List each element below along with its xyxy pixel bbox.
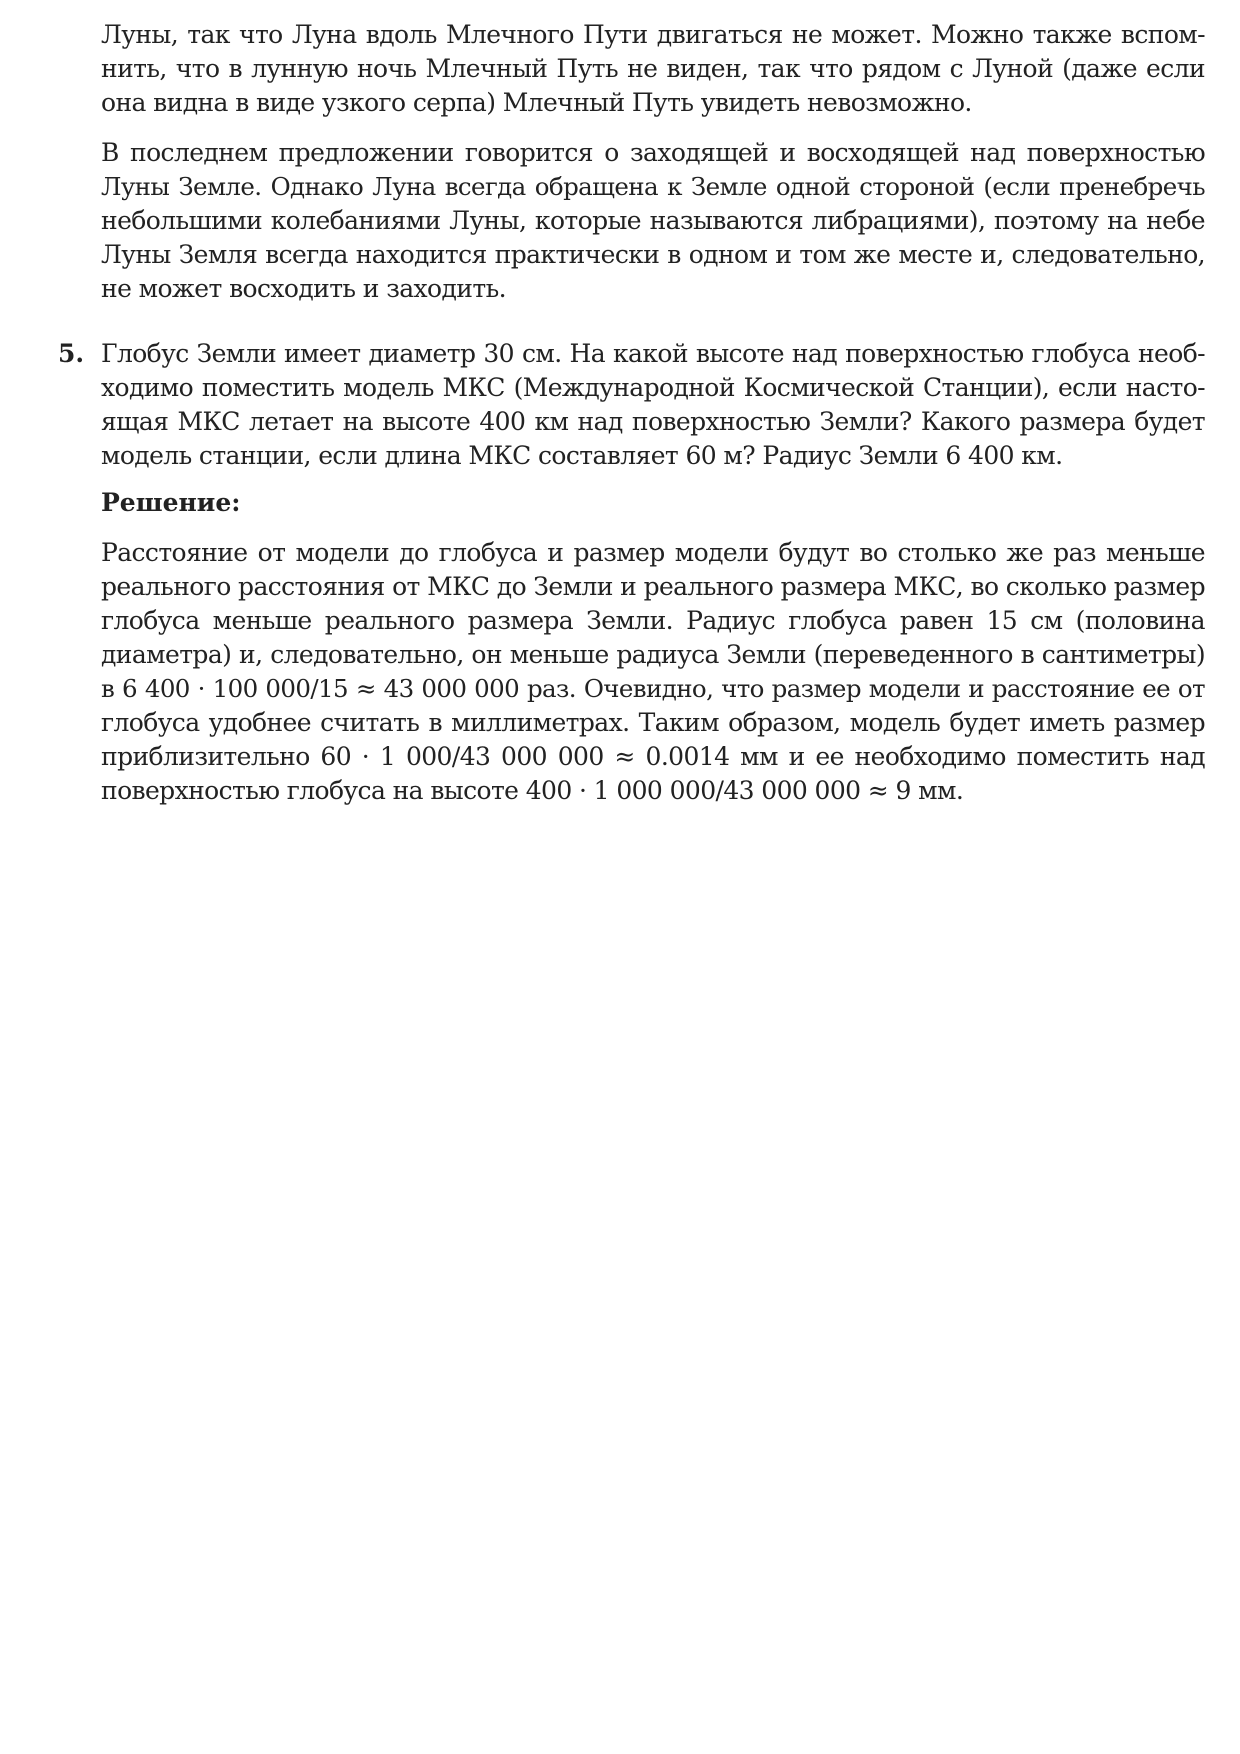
solution-line: диаметра) и, следовательно, он меньше радиуса Земли (переведенного в сантиметры): [101, 640, 1205, 669]
problem-line: модель станции, если длина МКС составляет 60 м? Радиус Земли 6 400 км.: [101, 441, 1063, 470]
solution-heading: Решение:: [101, 488, 241, 517]
problem-line: ходимо поместить модель МКС (Международной Космической Станции), если насто-: [101, 373, 1205, 402]
text-line: не может восходить и заходить.: [101, 274, 506, 303]
solution-line: Расстояние от модели до глобуса и размер модели будут во столько же раз меньше: [101, 538, 1205, 567]
text-line: Луны, так что Луна вдоль Млечного Пути двигаться не может. Можно также вспом-: [101, 20, 1205, 49]
solution-line: поверхностью глобуса на высоте 400 · 1 000 000/43 000 000 ≈ 9 мм.: [101, 776, 964, 805]
text-line: небольшими колебаниями Луны, которые называются либрациями), поэтому на небе: [101, 206, 1205, 235]
text-line: Луны Земля всегда находится практически в одном и том же месте и, следовательно,: [101, 240, 1205, 269]
problem-number: 5.: [58, 339, 85, 368]
problem-line: ящая МКС летает на высоте 400 км над поверхностью Земли? Какого размера будет: [101, 407, 1205, 436]
solution-line: в 6 400 · 100 000/15 ≈ 43 000 000 раз. Очевидно, что размер модели и расстояние ее от: [101, 674, 1205, 703]
solution-line: глобуса меньше реального размера Земли. Радиус глобуса равен 15 см (половина: [101, 606, 1205, 635]
text-line: Луны Земле. Однако Луна всегда обращена к Земле одной стороной (если пренебречь: [101, 172, 1205, 201]
text-line: В последнем предложении говорится о заходящей и восходящей над поверхностью: [101, 138, 1205, 167]
text-line: нить, что в лунную ночь Млечный Путь не виден, так что рядом с Луной (даже если: [101, 54, 1205, 83]
text-line: она видна в виде узкого серпа) Млечный Путь увидеть невозможно.: [101, 88, 972, 117]
solution-line: приблизительно 60 · 1 000/43 000 000 ≈ 0.0014 мм и ее необходимо поместить над: [101, 742, 1205, 771]
problem-line: Глобус Земли имеет диаметр 30 см. На какой высоте над поверхностью глобуса необ-: [101, 339, 1205, 368]
solution-line: реального расстояния от МКС до Земли и реального размера МКС, во сколько размер: [101, 572, 1205, 601]
solution-line: глобуса удобнее считать в миллиметрах. Таким образом, модель будет иметь размер: [101, 708, 1205, 737]
